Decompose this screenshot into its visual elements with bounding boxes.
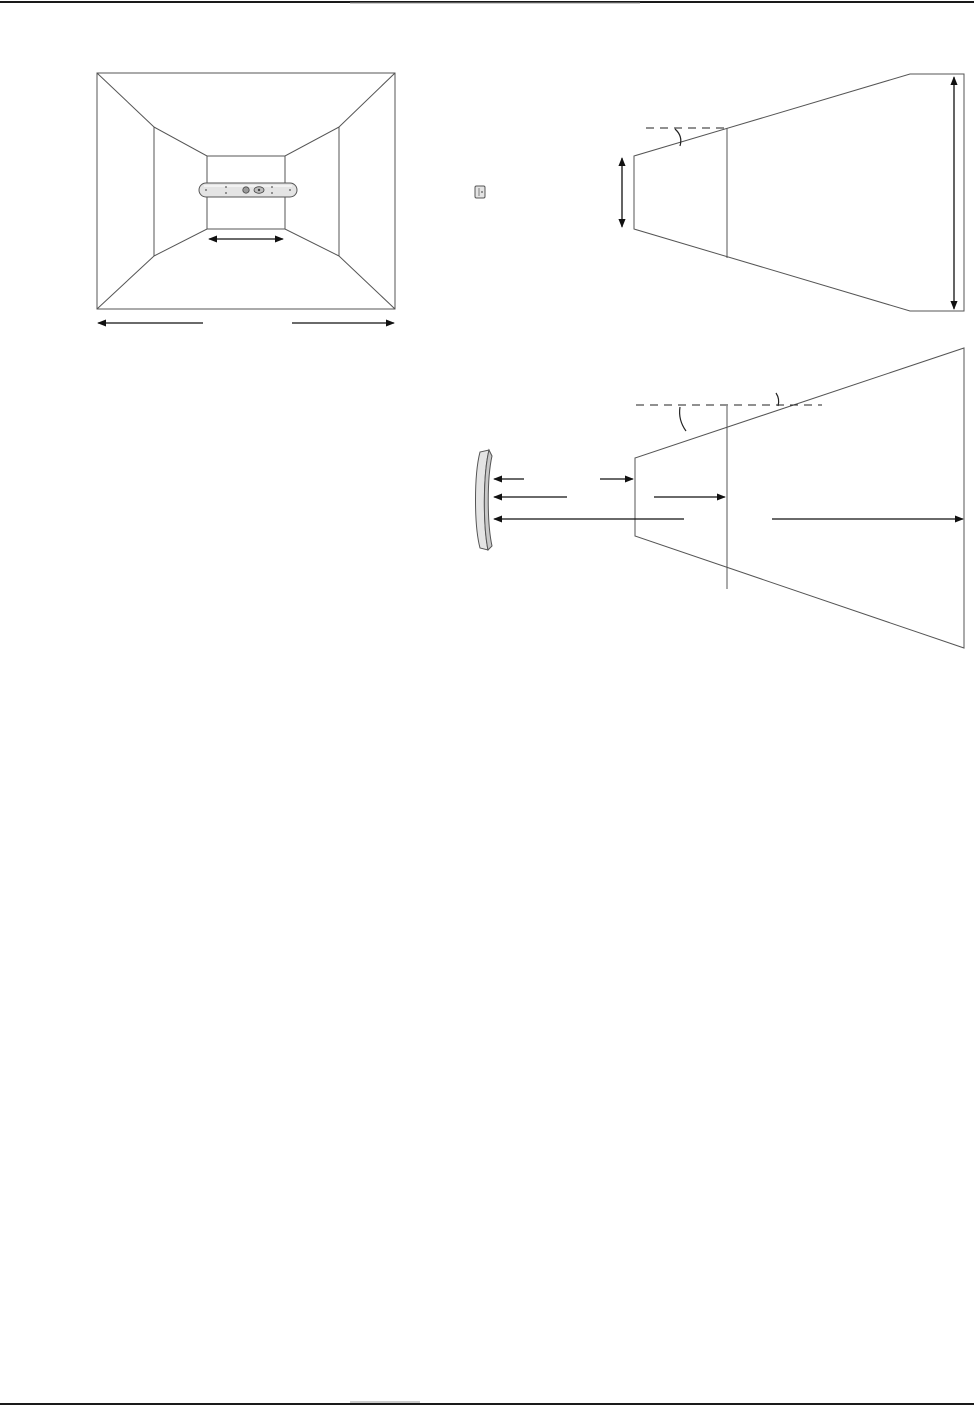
corner-line-top-left (97, 73, 154, 127)
corner-line-top-right (339, 73, 395, 127)
corner-line-bottom-left (97, 256, 154, 309)
page-footer-rule (0, 1402, 974, 1404)
coverage-side-view (476, 348, 965, 648)
side-angle-arc-far (776, 393, 779, 406)
top-coverage-shape (634, 74, 964, 311)
side-coverage-shape (635, 348, 964, 648)
side-angle-arc-near (680, 407, 686, 431)
coverage-top-view (475, 74, 964, 311)
room-floor-edge (154, 229, 339, 256)
corner-line-bottom-right (339, 256, 395, 309)
page-header-rule (0, 2, 974, 3)
room-ceiling-edge (154, 127, 339, 156)
distance-arrows (494, 479, 963, 519)
sensor-bar-side (476, 450, 493, 550)
sensor-icon-top (475, 186, 485, 198)
sensor-bar-front (199, 183, 297, 197)
